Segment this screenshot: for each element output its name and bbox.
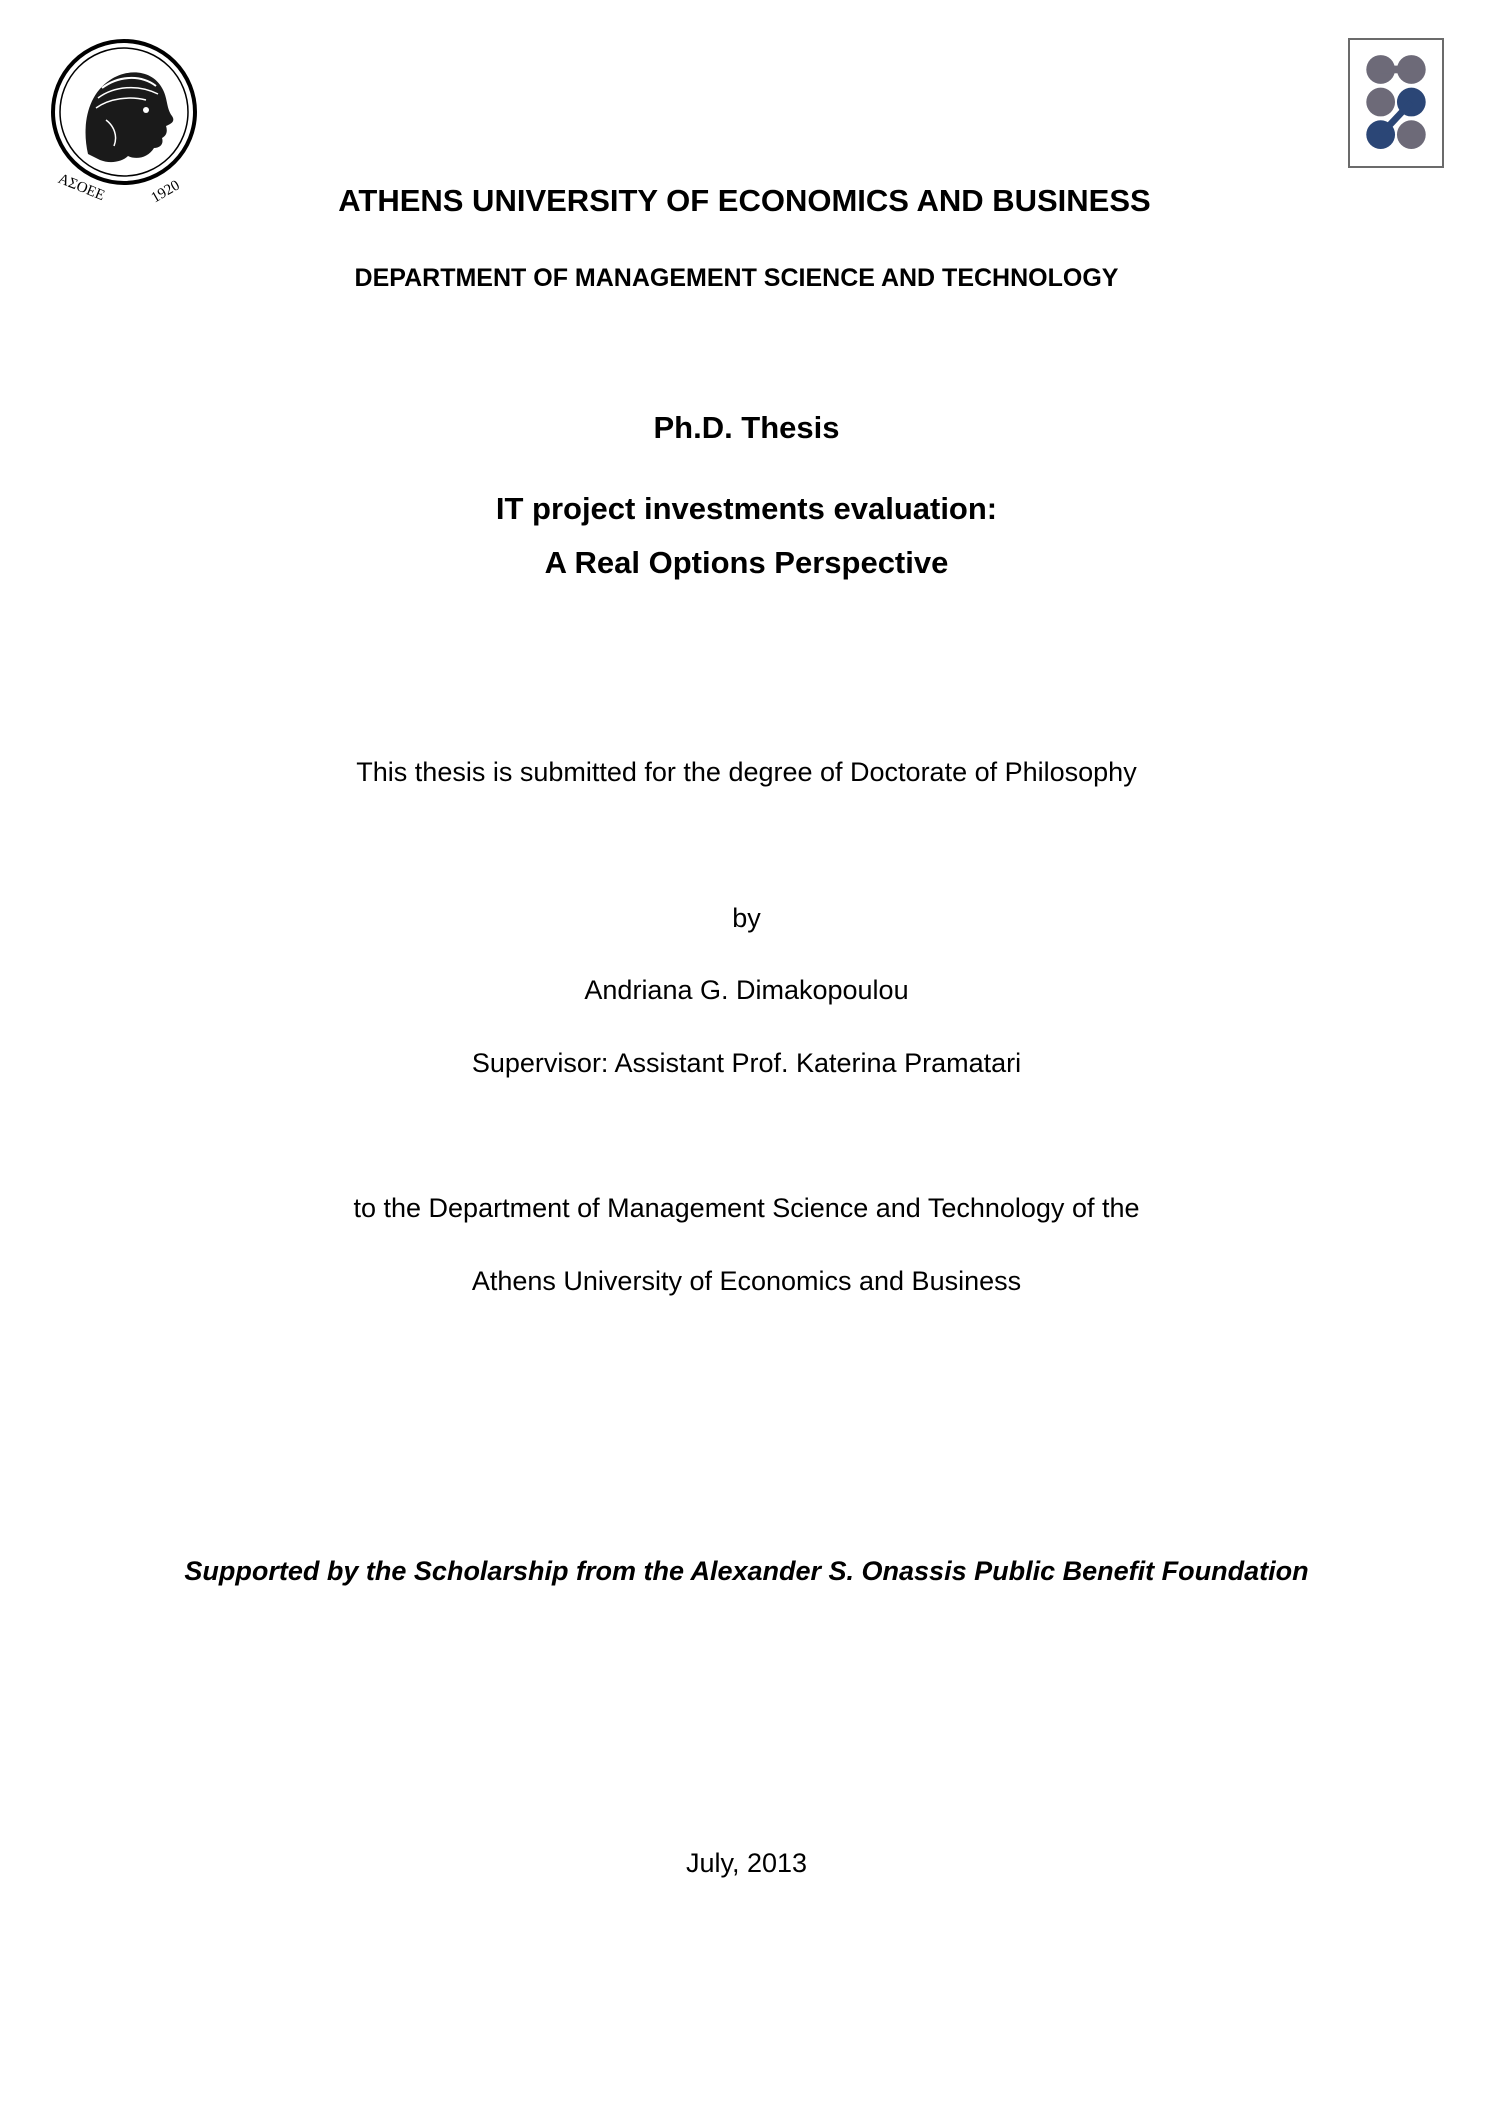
thesis-title-line-1: IT project investments evaluation: [495,491,998,526]
degree-type: Ph.D. Thesis [653,410,840,445]
by-label: by [732,903,761,933]
submitted-to-department: to the Department of Management Science and Technology of the [353,1193,1140,1223]
submission-statement: This thesis is submitted for the degree of Doctorate of Philosophy [356,757,1137,787]
submitted-to-university: Athens University of Economics and Business [471,1266,1022,1296]
department-dots-logo-icon [1350,40,1442,166]
seal-text-left: ΑΣΟΕΕ [55,171,107,205]
supervisor-line: Supervisor: Assistant Prof. Katerina Pramatari [471,1048,1022,1078]
submission-date: July, 2013 [685,1848,808,1878]
thesis-title-line-2: A Real Options Perspective [544,545,949,580]
university-name: ATHENS UNIVERSITY OF ECONOMICS AND BUSINESS [338,183,1151,218]
seal-text-right: 1920 [148,177,183,206]
scholarship-acknowledgement: Supported by the Scholarship from the Alexander S. Onassis Public Benefit Foundation [184,1556,1309,1586]
department-logo [1348,38,1444,168]
department-name: DEPARTMENT OF MANAGEMENT SCIENCE AND TECHNOLOGY [354,264,1119,292]
university-seal-icon [48,36,204,206]
author-name: Andriana G. Dimakopoulou [584,975,909,1005]
